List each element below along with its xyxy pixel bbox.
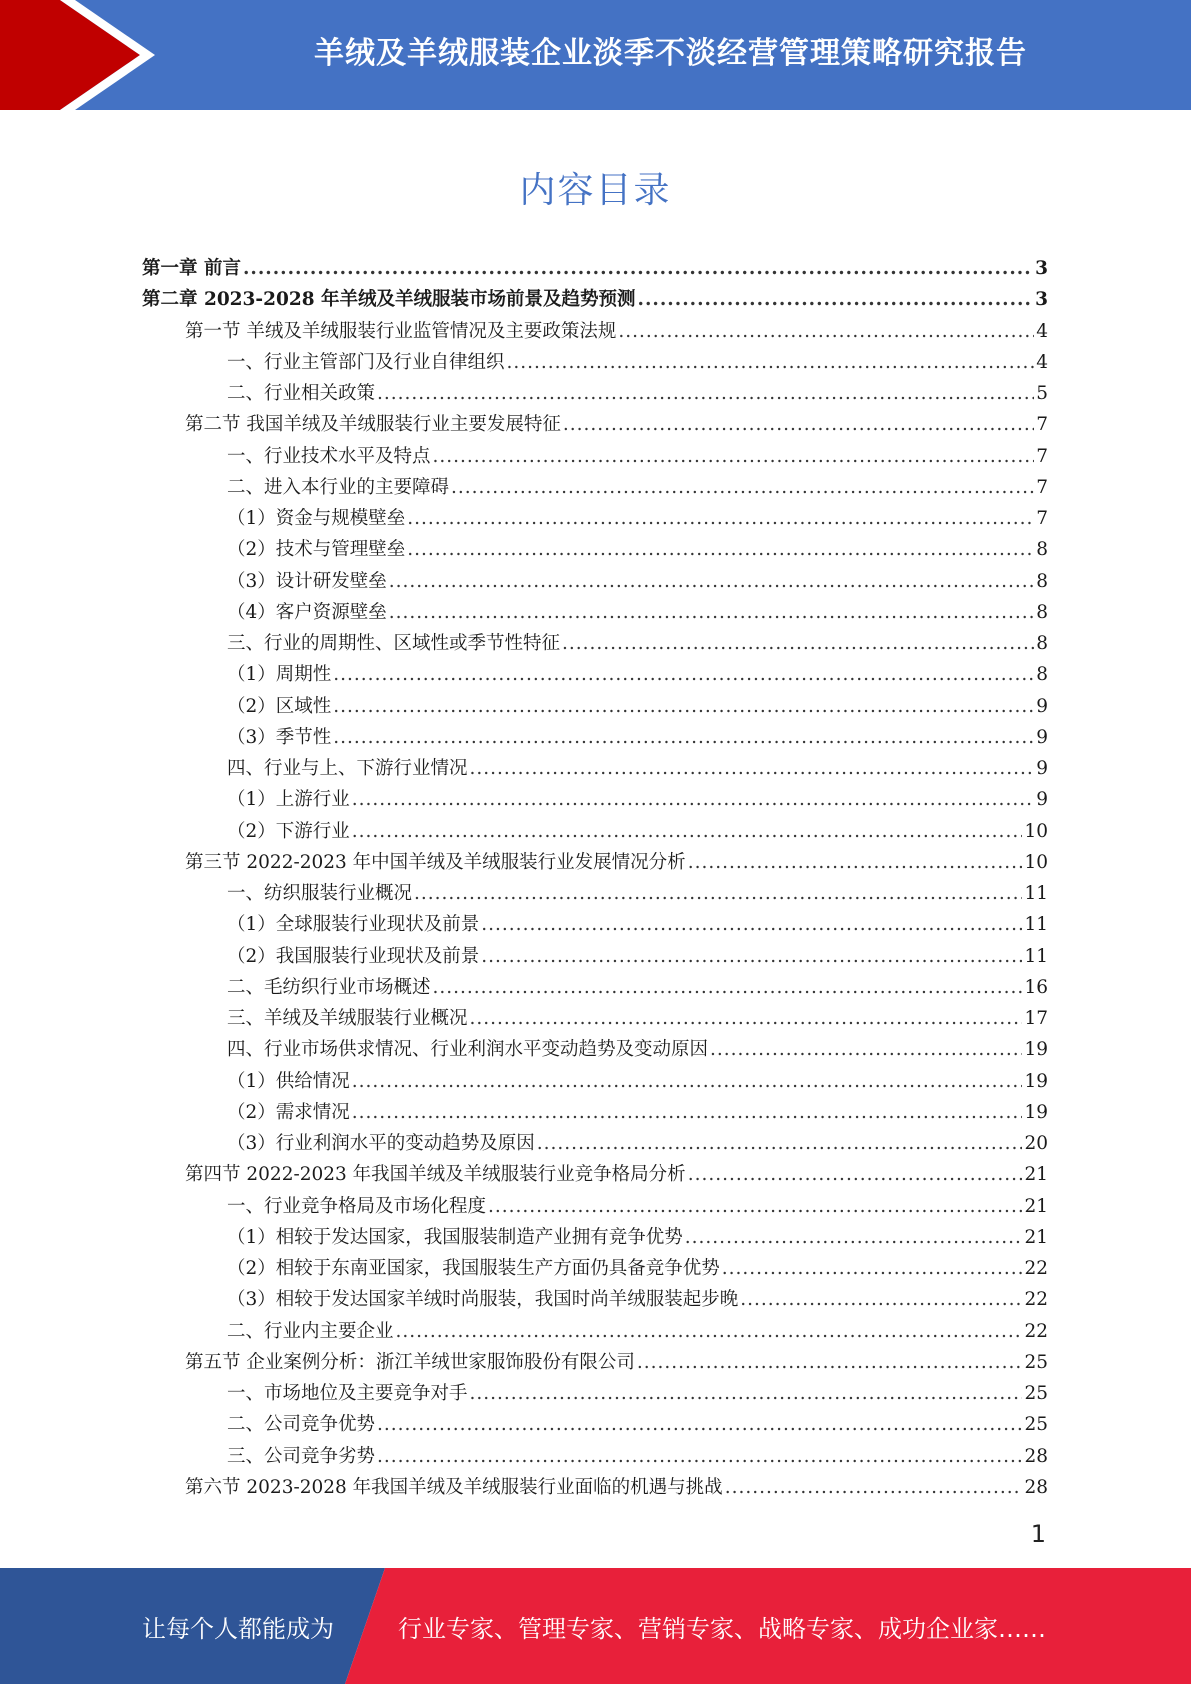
toc-entry[interactable]: [142, 1316, 1048, 1347]
toc-entry-page: 19: [1024, 1101, 1048, 1123]
toc-entry-page: 9: [1036, 695, 1048, 717]
toc-entry-page: 28: [1024, 1445, 1048, 1467]
toc-dot-leader: [688, 1159, 1023, 1190]
toc-entry[interactable]: [142, 1253, 1048, 1284]
toc-dot-leader: [352, 816, 1023, 847]
toc-entry-page: 7: [1036, 414, 1048, 436]
toc-entry[interactable]: [142, 1034, 1048, 1065]
toc-dot-leader: [451, 472, 1034, 503]
toc-entry-page: 7: [1036, 476, 1048, 498]
toc-entry-label: 二、公司竞争优势: [227, 1414, 376, 1436]
toc-dot-leader: [470, 1003, 1023, 1034]
toc-entry-label: 第六节 2023-2028 年我国羊绒及羊绒服装行业面临的机遇与挑战: [185, 1476, 723, 1498]
toc-entry-label: （1）上游行业: [227, 789, 350, 811]
toc-dot-leader: [562, 628, 1034, 659]
toc-entry-label: 一、行业竞争格局及市场化程度: [227, 1195, 487, 1217]
toc-entry-page: 11: [1024, 883, 1048, 904]
toc-entry-label: （1）全球服装行业现状及前景: [227, 914, 480, 936]
toc-entry[interactable]: [142, 347, 1048, 378]
toc-dot-leader: [710, 1034, 1022, 1065]
page-number: 1: [1030, 1520, 1046, 1548]
toc-entry-label: 一、行业主管部门及行业自律组织: [227, 351, 505, 373]
toc-dot-leader: [333, 659, 1034, 690]
toc-dot-leader: [333, 722, 1034, 753]
toc-entry[interactable]: [142, 1441, 1048, 1472]
toc-entry-label: 三、行业的周期性、区域性或季节性特征: [227, 633, 561, 654]
toc-entry[interactable]: [142, 1284, 1048, 1315]
toc-entry[interactable]: [142, 847, 1048, 878]
toc-entry-page: 22: [1024, 1289, 1048, 1311]
toc-dot-leader: [618, 316, 1034, 347]
toc-entry-page: 17: [1024, 1008, 1048, 1029]
toc-dot-leader: [433, 441, 1035, 472]
toc-dot-leader: [481, 941, 1022, 972]
toc-entry[interactable]: [142, 284, 1048, 315]
toc-entry-page: 7: [1036, 508, 1048, 529]
toc-entry-page: 5: [1036, 383, 1048, 404]
header-banner: [0, 0, 1191, 110]
toc-dot-leader: [377, 378, 1034, 409]
toc-entry-page: 25: [1024, 1351, 1048, 1373]
toc-entry-page: 25: [1024, 1414, 1048, 1436]
toc-entry-label: （3）相较于发达国家羊绒时尚服装，我国时尚羊绒服装起步晚: [227, 1289, 739, 1311]
toc-entry-label: （1）周期性: [227, 664, 332, 686]
toc-dot-leader: [638, 284, 1034, 315]
toc-entry-page: 16: [1024, 976, 1048, 998]
toc-entry[interactable]: [142, 941, 1048, 972]
toc-entry-label: 四、行业与上、下游行业情况: [227, 758, 468, 779]
footer-slogan-right: 行业专家、管理专家、营销专家、战略专家、成功企业家……: [398, 1614, 1046, 1643]
toc-dot-leader: [688, 847, 1023, 878]
toc-entry-page: 21: [1024, 1226, 1048, 1248]
toc-dot-leader: [352, 784, 1034, 815]
toc-entry[interactable]: [142, 1159, 1048, 1190]
toc-entry[interactable]: [142, 909, 1048, 940]
toc-entry[interactable]: [142, 659, 1048, 690]
toc-dot-leader: [414, 878, 1022, 909]
toc-entry[interactable]: [142, 472, 1048, 503]
toc-entry-label: （3）设计研发壁垒: [227, 570, 387, 592]
toc-entry-label: 第五节 企业案例分析：浙江羊绒世家服饰股份有限公司: [185, 1351, 635, 1373]
toc-dot-leader: [470, 753, 1035, 784]
toc-entry-label: 二、行业内主要企业: [227, 1320, 394, 1342]
toc-entry[interactable]: [142, 784, 1048, 815]
toc-dot-leader: [407, 534, 1034, 565]
toc-dot-leader: [722, 1253, 1023, 1284]
toc-entry-label: 一、纺织服装行业概况: [227, 883, 413, 904]
toc-entry-label: 四、行业市场供求情况、行业利润水平变动趋势及变动原因: [227, 1039, 709, 1061]
footer-banner: [0, 1568, 1191, 1684]
toc-entry-page: 8: [1036, 570, 1048, 592]
toc-entry-label: 一、行业技术水平及特点: [227, 445, 431, 467]
toc-entry-page: 25: [1024, 1383, 1048, 1404]
toc-title: 内容目录: [519, 170, 672, 211]
toc-entry-page: 8: [1036, 539, 1048, 561]
toc-entry-label: 一、市场地位及主要竞争对手: [227, 1383, 468, 1404]
toc-entry-page: 10: [1024, 851, 1048, 873]
toc-dot-leader: [537, 1128, 1023, 1159]
report-title: 羊绒及羊绒服装企业淡季不淡经营管理策略研究报告: [314, 36, 1027, 71]
toc-entry-label: 第四节 2022-2023 年我国羊绒及羊绒服装行业竞争格局分析: [185, 1164, 686, 1186]
toc-dot-leader: [740, 1284, 1022, 1315]
toc-entry[interactable]: [142, 1378, 1048, 1409]
toc-entry-page: 3: [1035, 289, 1048, 311]
toc-entry[interactable]: [142, 1128, 1048, 1159]
toc-entry-label: （3）行业利润水平的变动趋势及原因: [227, 1133, 535, 1154]
toc-dot-leader: [507, 347, 1035, 378]
toc-entry[interactable]: [142, 503, 1048, 534]
toc-entry[interactable]: [142, 1222, 1048, 1253]
toc-entry-page: 9: [1036, 758, 1048, 779]
toc-entry-page: 21: [1024, 1164, 1048, 1186]
toc-entry[interactable]: [142, 1003, 1048, 1034]
toc-entry-label: （2）需求情况: [227, 1101, 350, 1123]
toc-entry[interactable]: [142, 1347, 1048, 1378]
toc-entry[interactable]: [142, 378, 1048, 409]
toc-entry-label: 第三节 2022-2023 年中国羊绒及羊绒服装行业发展情况分析: [185, 851, 686, 873]
toc-dot-leader: [563, 409, 1034, 440]
toc-dot-leader: [389, 597, 1034, 628]
header-arrow-decoration: [0, 0, 160, 110]
toc-entry-label: （1）资金与规模壁垒: [227, 508, 406, 529]
toc-entry-page: 11: [1024, 914, 1048, 936]
toc-entry[interactable]: [142, 1097, 1048, 1128]
toc-entry[interactable]: [142, 316, 1048, 347]
toc-entry[interactable]: [142, 253, 1048, 284]
toc-entry-page: 19: [1024, 1039, 1048, 1061]
toc-entry-page: 19: [1024, 1070, 1048, 1092]
toc-entry-label: 第二节 我国羊绒及羊绒服装行业主要发展特征: [185, 414, 561, 436]
toc-entry-label: （2）区域性: [227, 695, 332, 717]
toc-entry-label: 第二章 2023-2028 年羊绒及羊绒服装市场前景及趋势预测: [142, 289, 636, 311]
toc-dot-leader: [396, 1316, 1023, 1347]
toc-entry-page: 9: [1036, 726, 1048, 748]
toc-dot-leader: [725, 1472, 1023, 1503]
toc-entry[interactable]: [142, 1191, 1048, 1222]
toc-dot-leader: [637, 1347, 1023, 1378]
toc-entry-page: 8: [1036, 664, 1048, 686]
toc-entry-label: （2）我国服装行业现状及前景: [227, 945, 480, 967]
toc-entry-label: 三、羊绒及羊绒服装行业概况: [227, 1008, 468, 1029]
toc-dot-leader: [377, 1441, 1022, 1472]
toc-entry-page: 22: [1024, 1320, 1048, 1342]
toc-entry-label: 二、毛纺织行业市场概述: [227, 976, 431, 998]
toc-entry[interactable]: [142, 691, 1048, 722]
toc-entry[interactable]: [142, 597, 1048, 628]
toc-entry[interactable]: [142, 972, 1048, 1003]
toc-dot-leader: [389, 566, 1034, 597]
toc-entry[interactable]: [142, 441, 1048, 472]
toc-entry-page: 8: [1036, 601, 1048, 623]
toc-entry-label: 三、公司竞争劣势: [227, 1445, 376, 1467]
toc-dot-leader: [470, 1378, 1023, 1409]
toc-entry[interactable]: [142, 1472, 1048, 1503]
toc-dot-leader: [352, 1097, 1023, 1128]
toc-entry[interactable]: [142, 628, 1048, 659]
toc-entry-label: （2）技术与管理壁垒: [227, 539, 406, 561]
toc-entry-label: 二、进入本行业的主要障碍: [227, 476, 450, 498]
toc-entry-page: 21: [1024, 1195, 1048, 1217]
toc-dot-leader: [333, 691, 1034, 722]
toc-entry-page: 28: [1024, 1476, 1048, 1498]
toc-entry-label: 第一节 羊绒及羊绒服装行业监管情况及主要政策法规: [185, 320, 617, 342]
toc-entry-page: 20: [1024, 1133, 1048, 1154]
toc-dot-leader: [243, 253, 1033, 284]
toc-entry[interactable]: [142, 409, 1048, 440]
toc-entry-page: 3: [1035, 258, 1048, 279]
toc-entry-page: 7: [1036, 445, 1048, 467]
toc-dot-leader: [481, 909, 1022, 940]
toc-dot-leader: [352, 1066, 1023, 1097]
toc-dot-leader: [407, 503, 1034, 534]
toc-entry-label: （1）相较于发达国家，我国服装制造产业拥有竞争优势: [227, 1226, 683, 1248]
toc-entry[interactable]: [142, 816, 1048, 847]
toc-entry-label: （4）客户资源壁垒: [227, 601, 387, 623]
table-of-contents: [142, 253, 1048, 1503]
toc-entry-label: （3）季节性: [227, 726, 332, 748]
toc-entry-label: （1）供给情况: [227, 1070, 350, 1092]
toc-entry[interactable]: [142, 722, 1048, 753]
toc-entry-label: （2）下游行业: [227, 820, 350, 842]
toc-entry-label: 第一章 前言: [142, 258, 241, 279]
toc-entry-page: 8: [1036, 633, 1048, 654]
toc-entry-page: 10: [1024, 820, 1048, 842]
toc-dot-leader: [433, 972, 1023, 1003]
toc-entry[interactable]: [142, 534, 1048, 565]
toc-entry-page: 4: [1036, 351, 1048, 373]
toc-entry-label: （2）相较于东南亚国家，我国服装生产方面仍具备竞争优势: [227, 1258, 720, 1279]
toc-entry-label: 二、行业相关政策: [227, 383, 376, 404]
toc-entry-page: 11: [1024, 945, 1048, 967]
toc-entry-page: 9: [1036, 789, 1048, 811]
toc-entry[interactable]: [142, 1066, 1048, 1097]
toc-entry[interactable]: [142, 566, 1048, 597]
toc-entry[interactable]: [142, 753, 1048, 784]
toc-entry[interactable]: [142, 1409, 1048, 1440]
footer-slogan-left: 让每个人都能成为: [142, 1614, 334, 1643]
toc-dot-leader: [377, 1409, 1022, 1440]
toc-entry-page: 22: [1024, 1258, 1048, 1279]
toc-dot-leader: [488, 1191, 1022, 1222]
toc-entry-page: 4: [1036, 320, 1048, 342]
toc-dot-leader: [685, 1222, 1023, 1253]
toc-entry[interactable]: [142, 878, 1048, 909]
